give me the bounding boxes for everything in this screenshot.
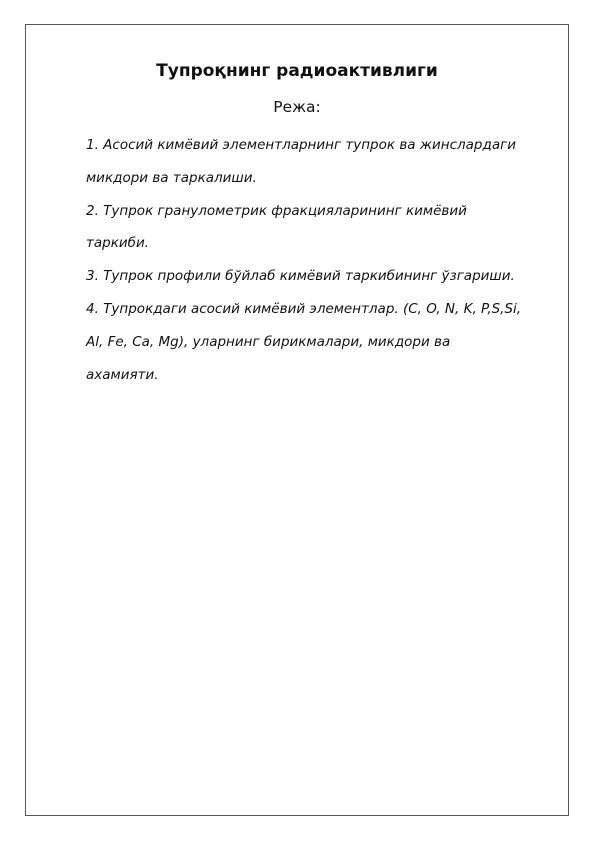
plan-heading: Режа: xyxy=(273,98,321,116)
plan-list xyxy=(86,129,554,391)
plan-line: микдори ва таркалиши. xyxy=(86,169,257,186)
plan-line: 4. Тупрокдаги асосий кимёвий элементлар. (C, O, N, K, P,S,Si, xyxy=(86,300,522,317)
plan-line: таркиби. xyxy=(86,235,150,252)
document-title: Тупроқнинг радиоактивлиги xyxy=(156,61,438,81)
plan-line: ахамияти. xyxy=(86,366,159,383)
plan-line: 3. Тупрок профили бўйлаб кимёвий таркибининг ўзгариши. xyxy=(86,268,515,285)
plan-line: Al, Fe, Ca, Mg), уларнинг бирикмалари, микдори ва xyxy=(86,333,451,350)
plan-line: 1. Асосий кимёвий элементларнинг тупрок ва жинслардаги xyxy=(86,137,516,153)
plan-line: 2. Тупрок гранулометрик фракцияларининг кимёвий xyxy=(86,202,467,219)
